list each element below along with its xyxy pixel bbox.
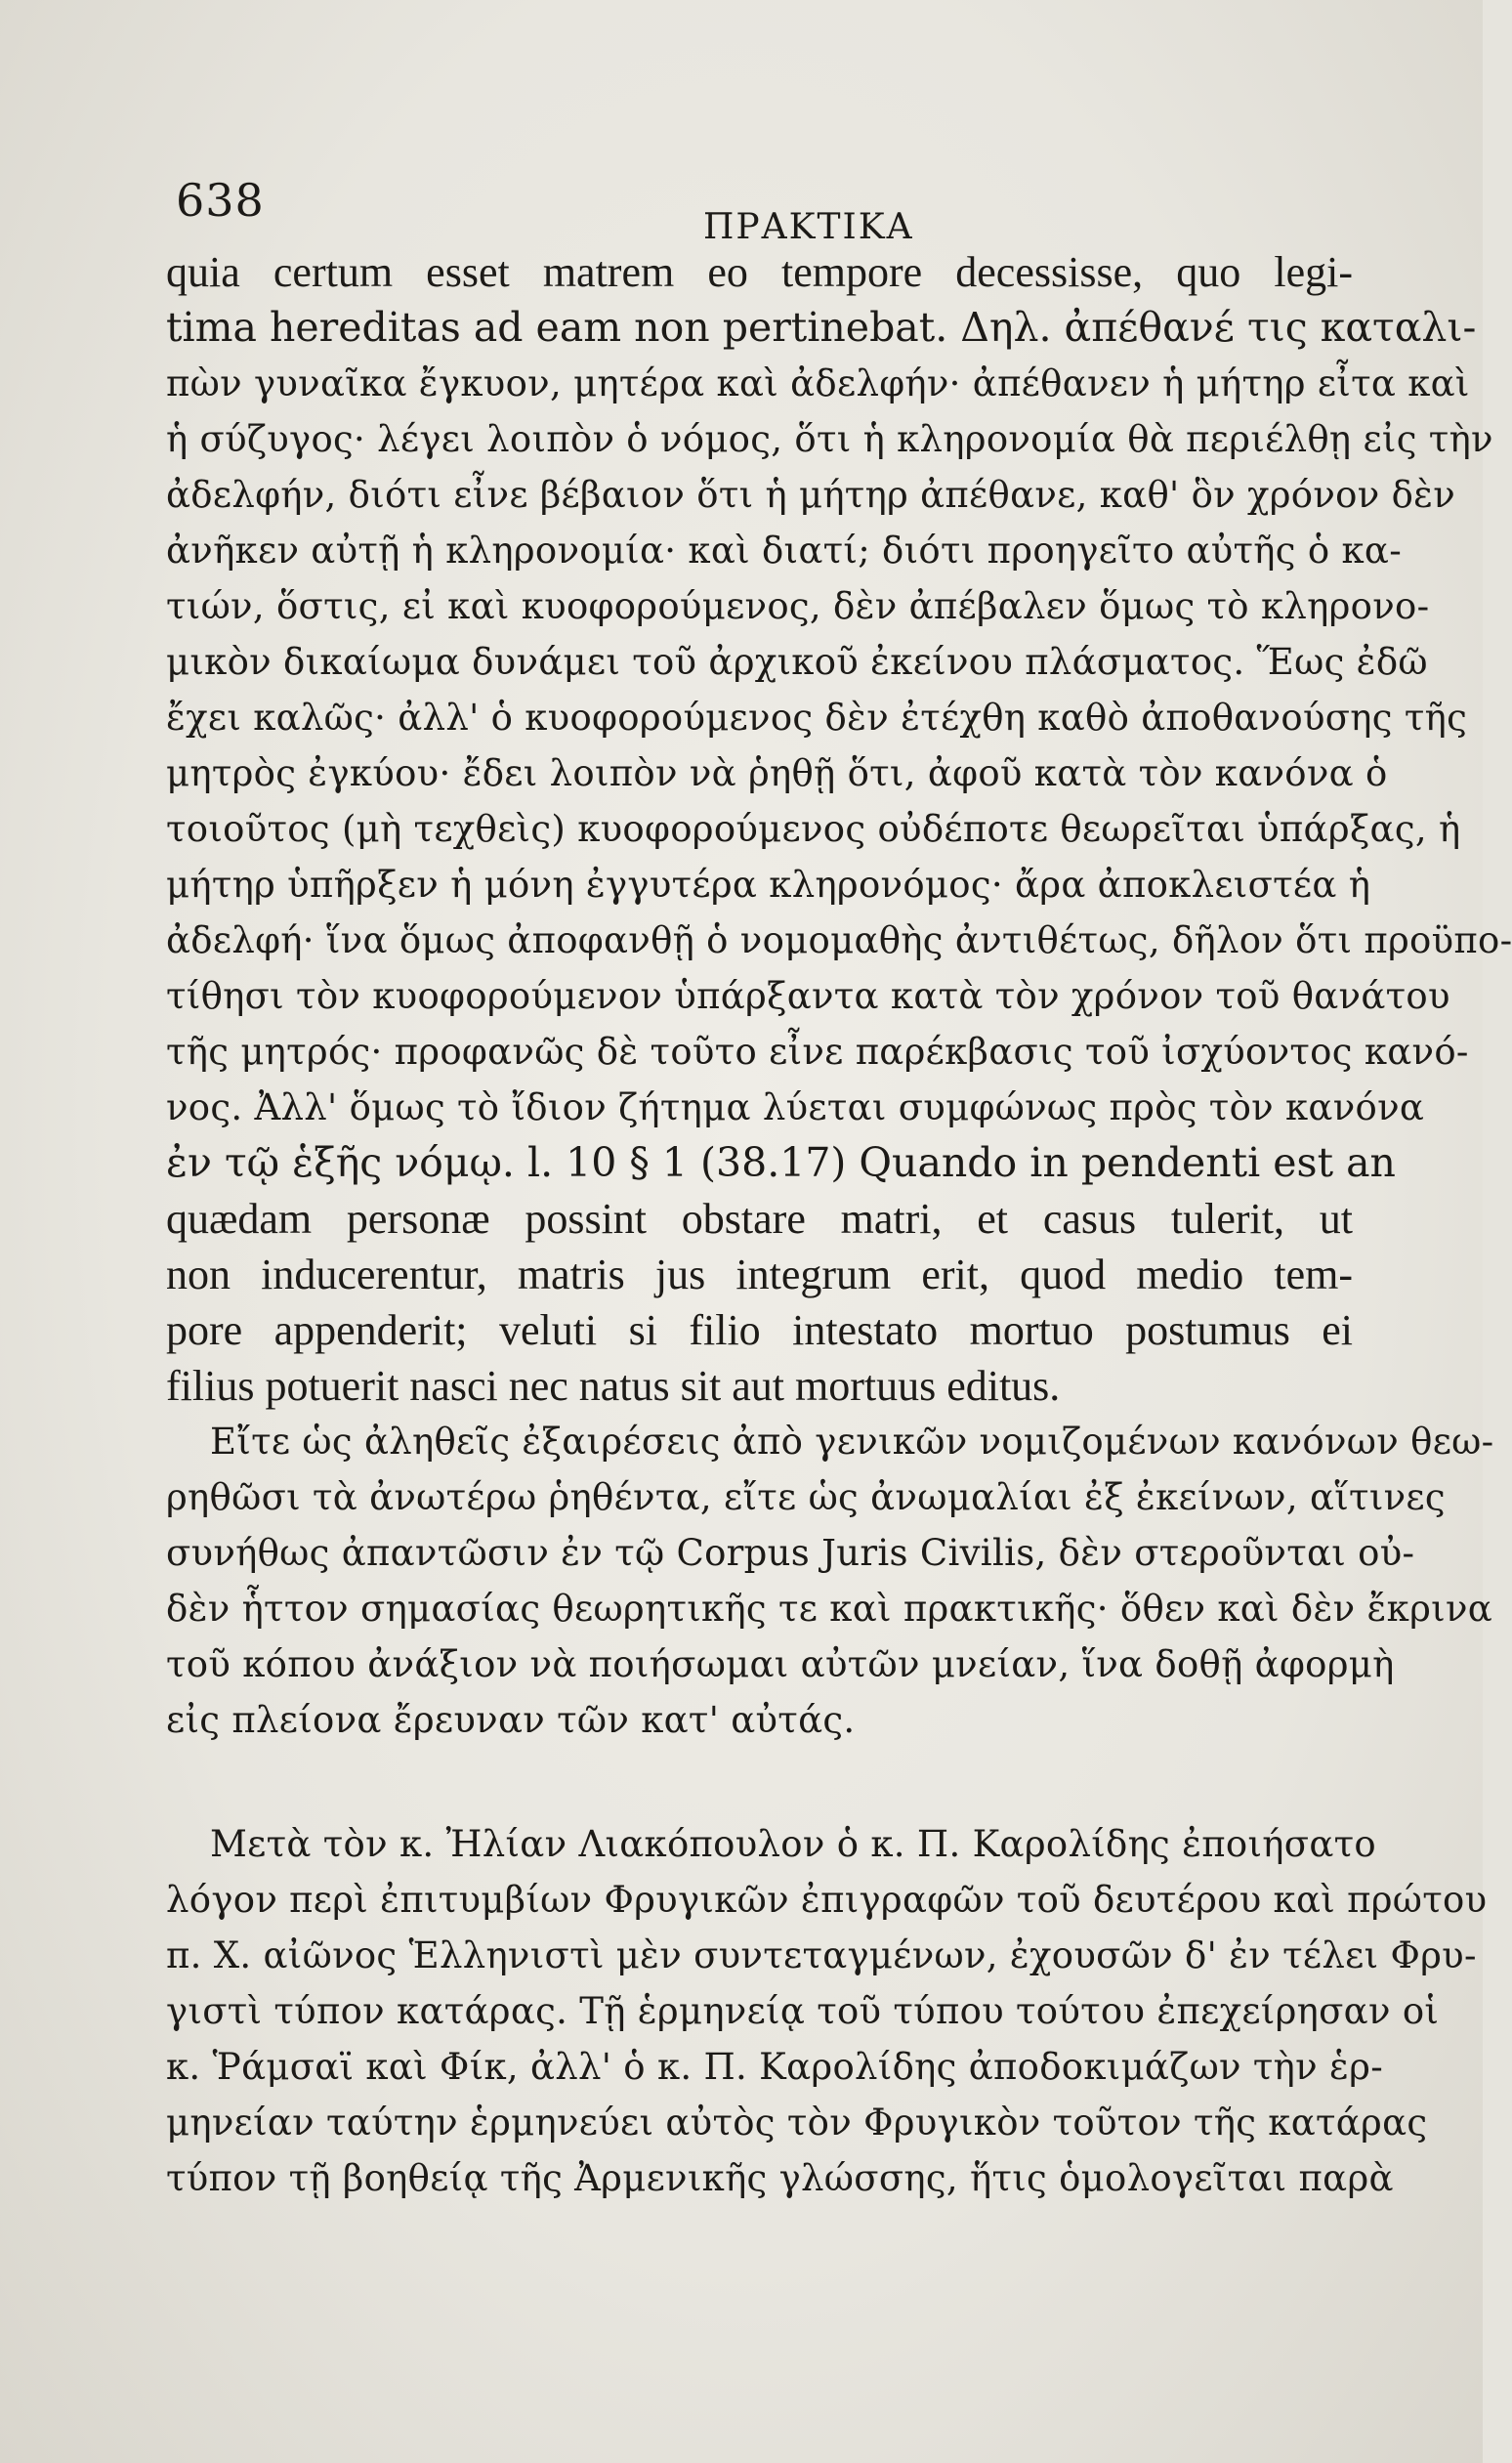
paragraph-2 [166, 1414, 1494, 1748]
text-line: non inducerentur, matris jus integrum erit, quod medio tem- [166, 1251, 1353, 1298]
text-line: τοῦ κόπου ἀνάξιον νὰ ποιήσωμαι αὐτῶν μνείαν, ἵνα δοθῇ ἀφορμὴ [166, 1643, 1395, 1685]
text-line: κ. Ῥάμσαϊ καὶ Φίκ, ἀλλ' ὁ κ. Π. Καρολίδης ἀποδοκιμάζων τὴν ἑρ- [166, 2046, 1383, 2088]
text-line: εἰς πλείονα ἔρευναν τῶν κατ' αὐτάς. [166, 1699, 856, 1741]
text-line: quædam personæ possint obstare matri, et casus tulerit, ut [166, 1195, 1353, 1243]
text-line: γιστὶ τύπον κατάρας. Τῇ ἑρμηνείᾳ τοῦ τύπου τούτου ἐπεχείρησαν οἱ [166, 1990, 1440, 2032]
running-head: ΠΡΑΚΤΙΚΑ [703, 207, 914, 247]
text-line: ἀδελφήν, διότι εἶνε βέβαιον ὅτι ἡ μήτηρ ἀπέθανε, καθ' ὃν χρόνον δὲν [166, 474, 1456, 516]
paragraph-gap [166, 1748, 1353, 1816]
text-line: pore appenderit; veluti si filio intestato mortuo postumus ei [166, 1306, 1353, 1354]
text-line: ἐν τῷ ἑξῆς νόμῳ. l. 10 § 1 (38.17) Quando in pendenti est an [166, 1139, 1396, 1186]
text-line: ἀδελφή· ἵνα ὅμως ἀποφανθῇ ὁ νομομαθὴς ἀντιθέτως, δῆλον ὅτι προϋπο- [166, 919, 1512, 961]
text-line: τῆς μητρός· προφανῶς δὲ τοῦτο εἶνε παρέκβασις τοῦ ἰσχύοντος κανό- [166, 1031, 1469, 1073]
text-line: filius potuerit nasci nec natus sit aut mortuus editus. [166, 1362, 1061, 1410]
text-line: π. Χ. αἰῶνος Ἑλληνιστὶ μὲν συντεταγμένων, ἐχουσῶν δ' ἐν τέλει Φρυ- [166, 1934, 1477, 1976]
text-line: τίθησι τὸν κυοφορούμενον ὑπάρξαντα κατὰ τὸν χρόνον τοῦ θανάτου [166, 975, 1450, 1017]
text-line: μικὸν δικαίωμα δυνάμει τοῦ ἀρχικοῦ ἐκείνου πλάσματος. Ἕως ἐδῶ [166, 641, 1428, 683]
page-number: 638 [176, 174, 265, 227]
text-line: λόγον περὶ ἐπιτυμβίων Φρυγικῶν ἐπιγραφῶν τοῦ δευτέρου καὶ πρώτου [166, 1879, 1488, 1921]
text-line: νος. Ἀλλ' ὅμως τὸ ἴδιον ζήτημα λύεται συμφώνως πρὸς τὸν κανόνα [166, 1086, 1425, 1128]
text-line: μηνείαν ταύτην ἑρμηνεύει αὐτὸς τὸν Φρυγικὸν τοῦτον τῆς κατάρας [166, 2102, 1428, 2144]
text-line: ἀνῆκεν αὐτῇ ἡ κληρονομία· καὶ διατί; διότι προηγεῖτο αὐτῆς ὁ κα- [166, 530, 1403, 572]
text-line: δὲν ἧττον σημασίας θεωρητικῆς τε καὶ πρακτικῆς· ὅθεν καὶ δὲν ἔκρινα [166, 1588, 1493, 1630]
text-line: μήτηρ ὑπῆρξεν ἡ μόνη ἐγγυτέρα κληρονόμος· ἄρα ἀποκλειστέα ἡ [166, 864, 1371, 906]
text-line: ἡ σύζυγος· λέγει λοιπὸν ὁ νόμος, ὅτι ἡ κληρονομία θὰ περιέλθῃ εἰς τὴν [166, 418, 1493, 460]
page-header [176, 164, 1348, 252]
text-line: ἔχει καλῶς· ἀλλ' ὁ κυοφορούμενος δὲν ἐτέχθη καθὸ ἀποθανούσης τῆς [166, 697, 1468, 739]
text-line: τύπον τῇ βοηθείᾳ τῆς Ἀρμενικῆς γλώσσης, ἥτις ὁμολογεῖται παρὰ [166, 2157, 1394, 2199]
text-line: Εἴτε ὡς ἀληθεῖς ἐξαιρέσεις ἀπὸ γενικῶν νομιζομένων κανόνων θεω- [210, 1421, 1494, 1463]
paragraph-1 [166, 244, 1512, 1414]
paragraph-3 [166, 1816, 1488, 2206]
text-line: Μετὰ τὸν κ. Ἠλίαν Λιακόπουλον ὁ κ. Π. Καρολίδης ἐποιήσατο [210, 1823, 1376, 1865]
text-line: μητρὸς ἐγκύου· ἔδει λοιπὸν νὰ ῥηθῇ ὅτι, ἀφοῦ κατὰ τὸν κανόνα ὁ [166, 752, 1388, 794]
text-line: ρηθῶσι τὰ ἀνωτέρω ῥηθέντα, εἴτε ὡς ἀνωμαλίαι ἐξ ἐκείνων, αἵτινες [166, 1476, 1446, 1518]
text-line: πὼν γυναῖκα ἔγκυον, μητέρα καὶ ἀδελφήν· ἀπέθανεν ἡ μήτηρ εἶτα καὶ [166, 362, 1470, 404]
text-line: tima hereditas ad eam non pertinebat. Δηλ. ἀπέθανέ τις καταλι- [166, 304, 1477, 351]
text-line: συνήθως ἀπαντῶσιν ἐν τῷ Corpus Juris Civilis, δὲν στεροῦνται οὐ- [166, 1532, 1415, 1574]
body-text [166, 244, 1512, 2206]
text-line: τιών, ὅστις, εἰ καὶ κυοφορούμενος, δὲν ἀπέβαλεν ὅμως τὸ κληρονο- [166, 585, 1430, 627]
text-line: τοιοῦτος (μὴ τεχθεὶς) κυοφορούμενος οὐδέποτε θεωρεῖται ὑπάρξας, ἡ [166, 808, 1461, 850]
text-line: quia certum esset matrem eo tempore decessisse, quo legi- [166, 248, 1353, 296]
